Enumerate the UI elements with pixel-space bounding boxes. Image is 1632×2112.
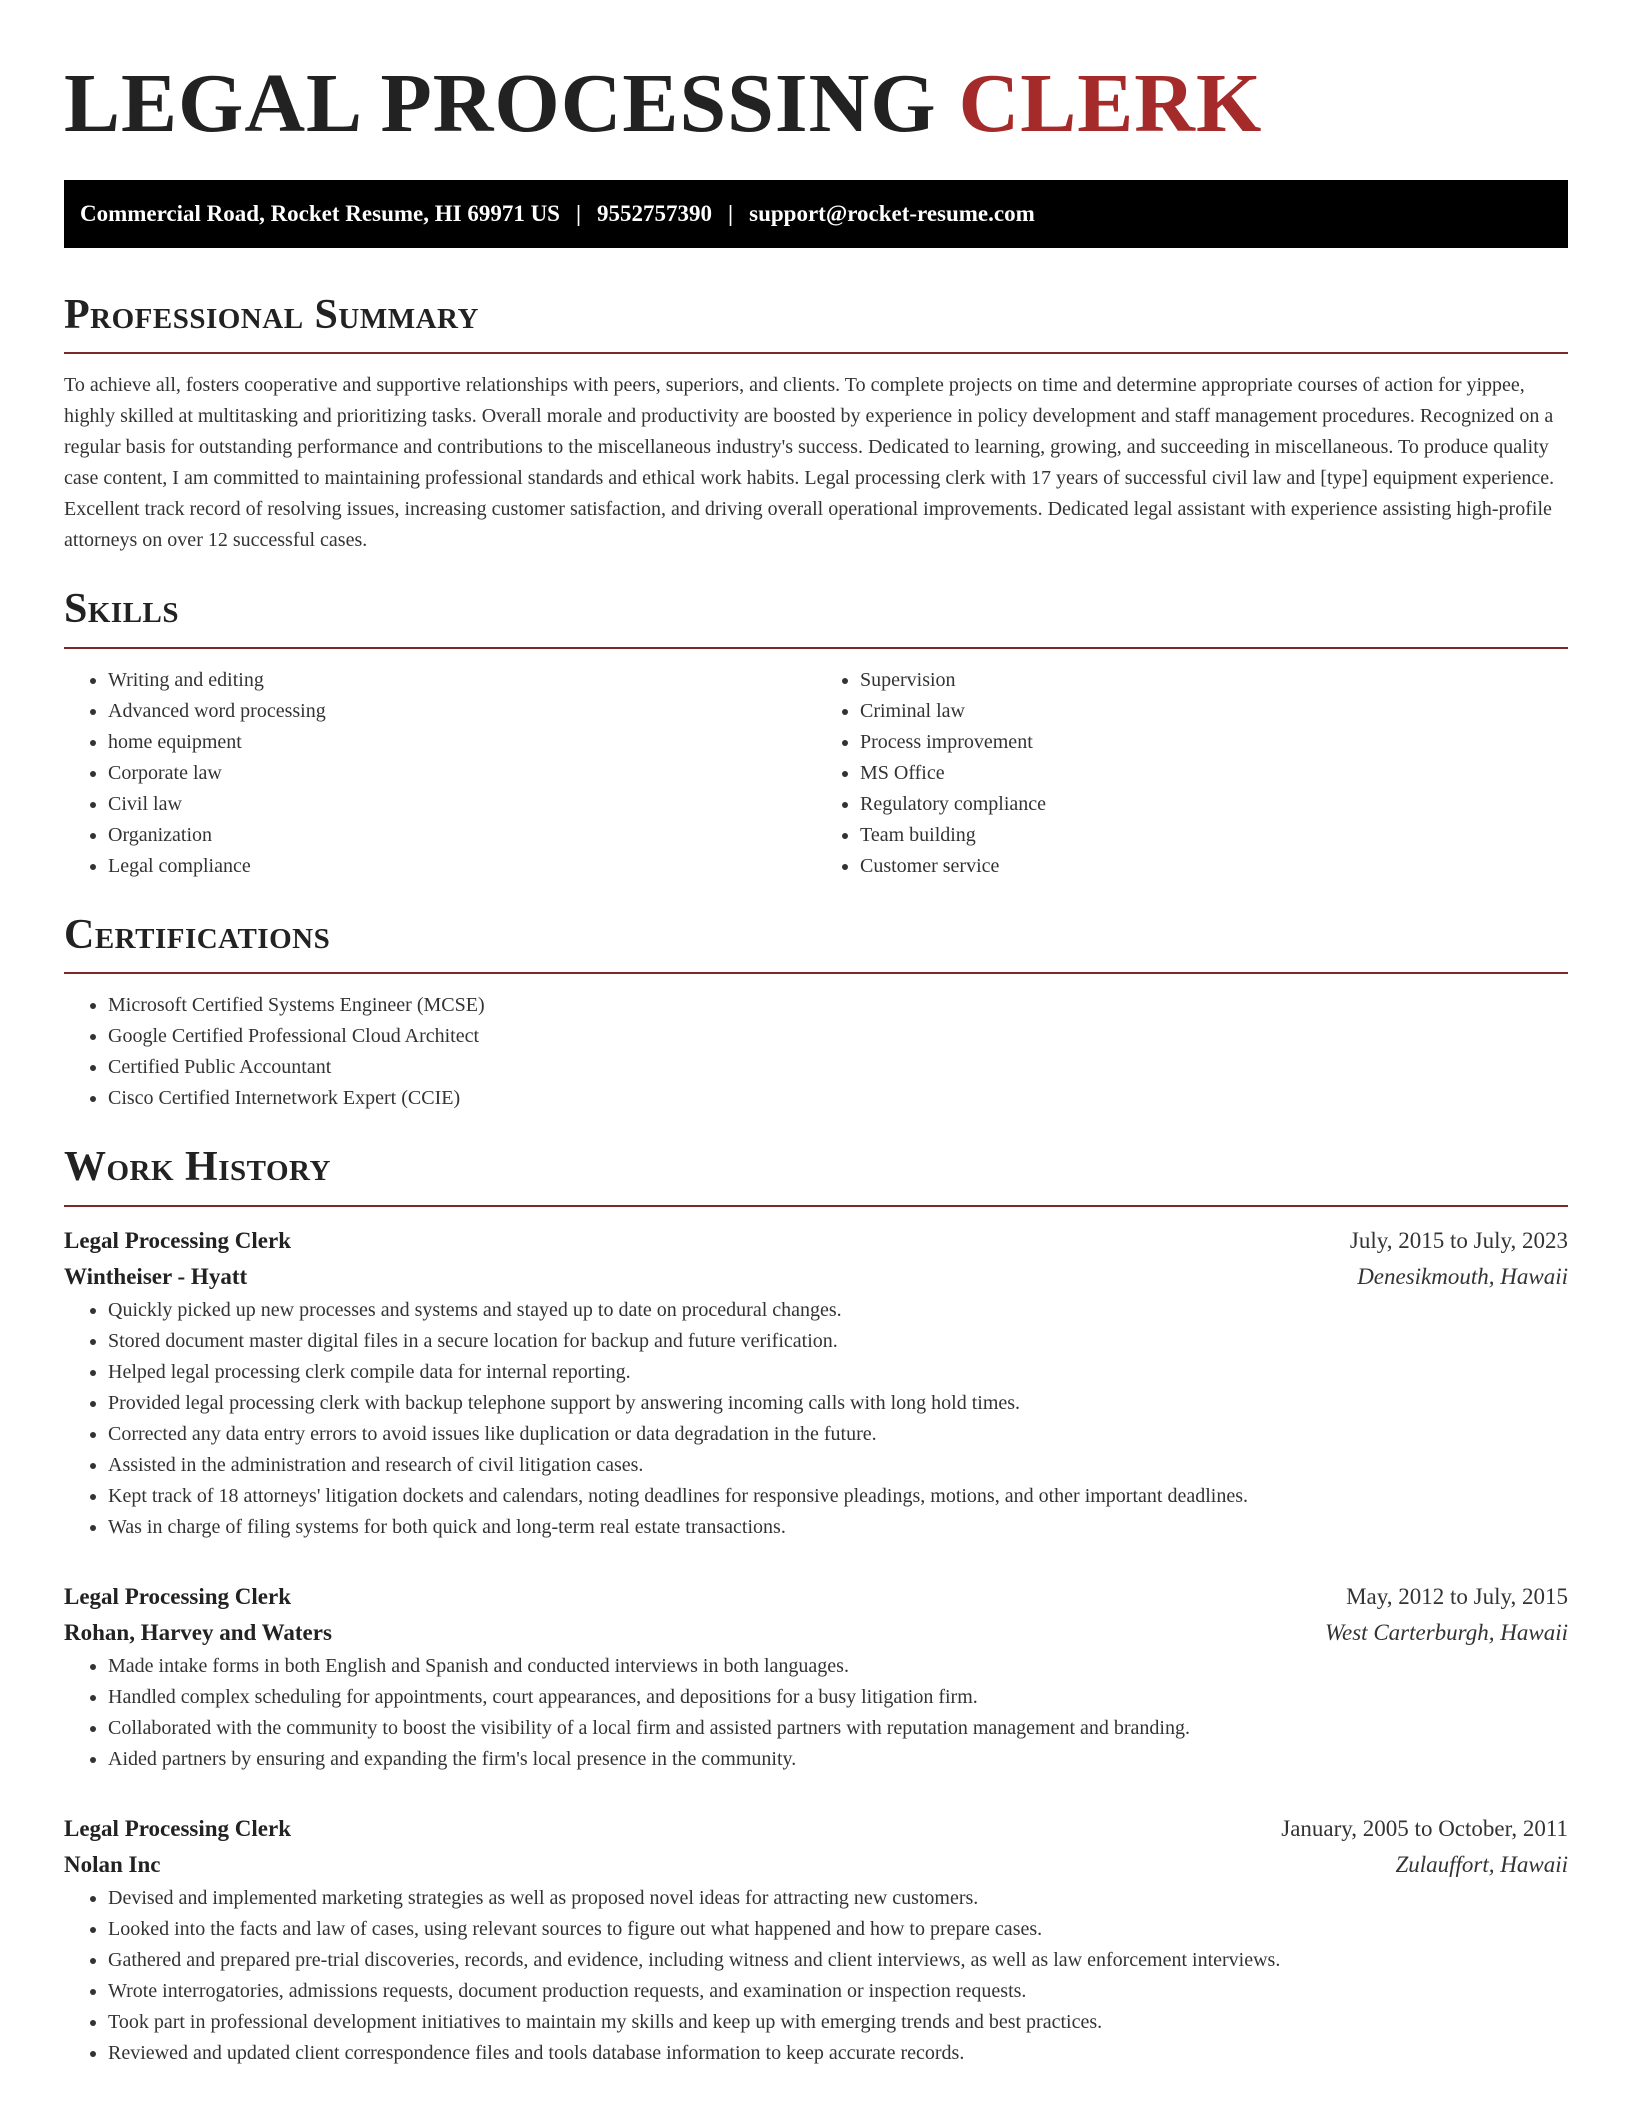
job-bullet: • Kept track of 18 attorneys' litigation dockets and calendars, noting deadlines for responsive pleadings, motions, and other important deadlines. [108,1481,1568,1512]
certifications-section [64,910,1568,1114]
job-bullet: • Handled complex scheduling for appointments, court appearances, and depositions for a busy litigation firm. [108,1682,1568,1713]
skills-heading: Skills [64,586,180,633]
job-bullet-list [64,1651,1568,1775]
skill-item: • Team building [860,820,1568,851]
skills-column-right [816,665,1568,882]
skill-item: • Corporate law [108,758,816,789]
job-dates: July, 2015 to July, 2023 [1349,1227,1568,1253]
job-location: Denesikmouth, Hawaii [1357,1263,1568,1289]
job-entry [64,1811,1568,2069]
certification-item: • Google Certified Professional Cloud Architect [108,1021,1568,1052]
skills-column-left [64,665,816,882]
job-bullet: • Provided legal processing clerk with backup telephone support by answering incoming calls with long hold times. [108,1388,1568,1419]
certification-item: • Cisco Certified Internetwork Expert (CCIE) [108,1083,1568,1114]
job-header-row [64,1223,1568,1259]
skills-list-right [816,665,1568,882]
skill-item: • Process improvement [860,727,1568,758]
job-bullet: • Assisted in the administration and research of civil litigation cases. [108,1450,1568,1481]
job-title: Legal Processing Clerk [64,1227,291,1253]
job-title: Legal Processing Clerk [64,1815,291,1841]
job-bullet: • Helped legal processing clerk compile data for internal reporting. [108,1357,1568,1388]
section-divider [64,1205,1568,1207]
job-location: West Carterburgh, Hawaii [1324,1619,1568,1645]
contact-separator: | [728,201,734,226]
skill-item: • Writing and editing [108,665,816,696]
skill-item: • Regulatory compliance [860,789,1568,820]
job-bullet: • Devised and implemented marketing strategies as well as proposed novel ideas for attracting new customers. [108,1883,1568,1914]
contact-bar [64,180,1568,248]
contact-address: Commercial Road, Rocket Resume, HI 69971 US [80,201,560,226]
summary-section [64,290,1568,556]
job-bullet-list [64,1295,1568,1543]
job-location: Zulauffort, Hawaii [1395,1851,1568,1877]
name-main: LEGAL PROCESSING [64,57,937,150]
job-bullet: • Corrected any data entry errors to avoid issues like duplication or data degradation in the future. [108,1419,1568,1450]
job-company: Wintheiser - Hyatt [64,1263,248,1289]
summary-heading: Professional Summary [64,292,479,338]
skill-item: • home equipment [108,727,816,758]
certification-item: • Microsoft Certified Systems Engineer (MCSE) [108,990,1568,1021]
job-bullet: • Looked into the facts and law of cases, using relevant sources to figure out what happened and how to prepare cases. [108,1914,1568,1945]
job-company-row [64,1847,1568,1883]
job-header-row [64,1811,1568,1847]
job-bullet: • Quickly picked up new processes and systems and stayed up to date on procedural changes. [108,1295,1568,1326]
skill-item: • Legal compliance [108,851,816,882]
section-divider [64,972,1568,974]
job-dates: May, 2012 to July, 2015 [1346,1583,1568,1609]
skill-item: • Supervision [860,665,1568,696]
skill-item: • Civil law [108,789,816,820]
section-divider [64,647,1568,649]
job-bullet: • Wrote interrogatories, admissions requests, document production requests, and examination or inspection requests. [108,1976,1568,2007]
skills-grid [64,665,1568,882]
job-bullet: • Aided partners by ensuring and expanding the firm's local presence in the community. [108,1744,1568,1775]
certifications-list [64,990,1568,1114]
jobs-container [64,1223,1568,2069]
name-accent: CLERK [958,57,1263,150]
job-bullet: • Gathered and prepared pre-trial discoveries, records, and evidence, including witness and client interviews, as well as law enforcement interviews. [108,1945,1568,1976]
job-bullet: • Collaborated with the community to boost the visibility of a local firm and assisted partners with reputation management and branding. [108,1713,1568,1744]
job-header-row [64,1579,1568,1615]
contact-email: support@rocket-resume.com [749,201,1035,226]
contact-phone: 9552757390 [597,201,713,226]
job-company-row [64,1259,1568,1295]
work-history-section [64,1142,1568,2068]
job-company: Rohan, Harvey and Waters [64,1619,332,1645]
skills-list-left [64,665,816,882]
job-title: Legal Processing Clerk [64,1583,291,1609]
section-divider [64,352,1568,354]
contact-separator: | [575,201,582,226]
job-bullet: • Reviewed and updated client correspondence files and tools database information to keep accurate records. [108,2038,1568,2069]
summary-text: To achieve all, fosters cooperative and supportive relationships with peers, superiors, and clients. To complete projects on time and determine appropriate courses of action for yippee, highly skilled at multitasking and prioritizing tasks. Overall morale and productivity are boosted by experience in policy development and staff management procedures. Recognized on a regular basis for outstanding performance and contributions to the miscellaneous industry's success. Dedicated to learning, growing, and succeeding in miscellaneous. To produce quality case content, I am committed to maintaining professional standards and ethical work habits. Legal processing clerk with 17 years of successful civil law and [type] equipment experience. Excellent track record of resolving issues, increasing customer satisfaction, and driving overall operational improvements. Dedicated legal assistant with experience assisting high-profile attorneys on over 12 successful cases. [64,374,1555,552]
job-bullet: • Took part in professional development initiatives to maintain my skills and keep up with emerging trends and best practices. [108,2007,1568,2038]
job-company: Nolan Inc [64,1851,161,1877]
skills-section [64,584,1568,881]
skill-item: • MS Office [860,758,1568,789]
work-history-heading: Work History [64,1144,331,1191]
skill-item: • Advanced word processing [108,696,816,727]
certifications-heading: Certifications [64,911,331,958]
job-company-row [64,1615,1568,1651]
job-bullet: • Made intake forms in both English and Spanish and conducted interviews in both languages. [108,1651,1568,1682]
skill-item: • Customer service [860,851,1568,882]
skill-item: • Organization [108,820,816,851]
skill-item: • Criminal law [860,696,1568,727]
job-entry [64,1579,1568,1775]
job-bullet: • Stored document master digital files in a secure location for backup and future verification. [108,1326,1568,1357]
job-entry [64,1223,1568,1543]
job-bullet: • Was in charge of filing systems for both quick and long-term real estate transactions. [108,1512,1568,1543]
certification-item: • Certified Public Accountant [108,1052,1568,1083]
job-bullet-list [64,1883,1568,2069]
job-dates: January, 2005 to October, 2011 [1281,1815,1568,1841]
resume-name [64,57,1568,150]
